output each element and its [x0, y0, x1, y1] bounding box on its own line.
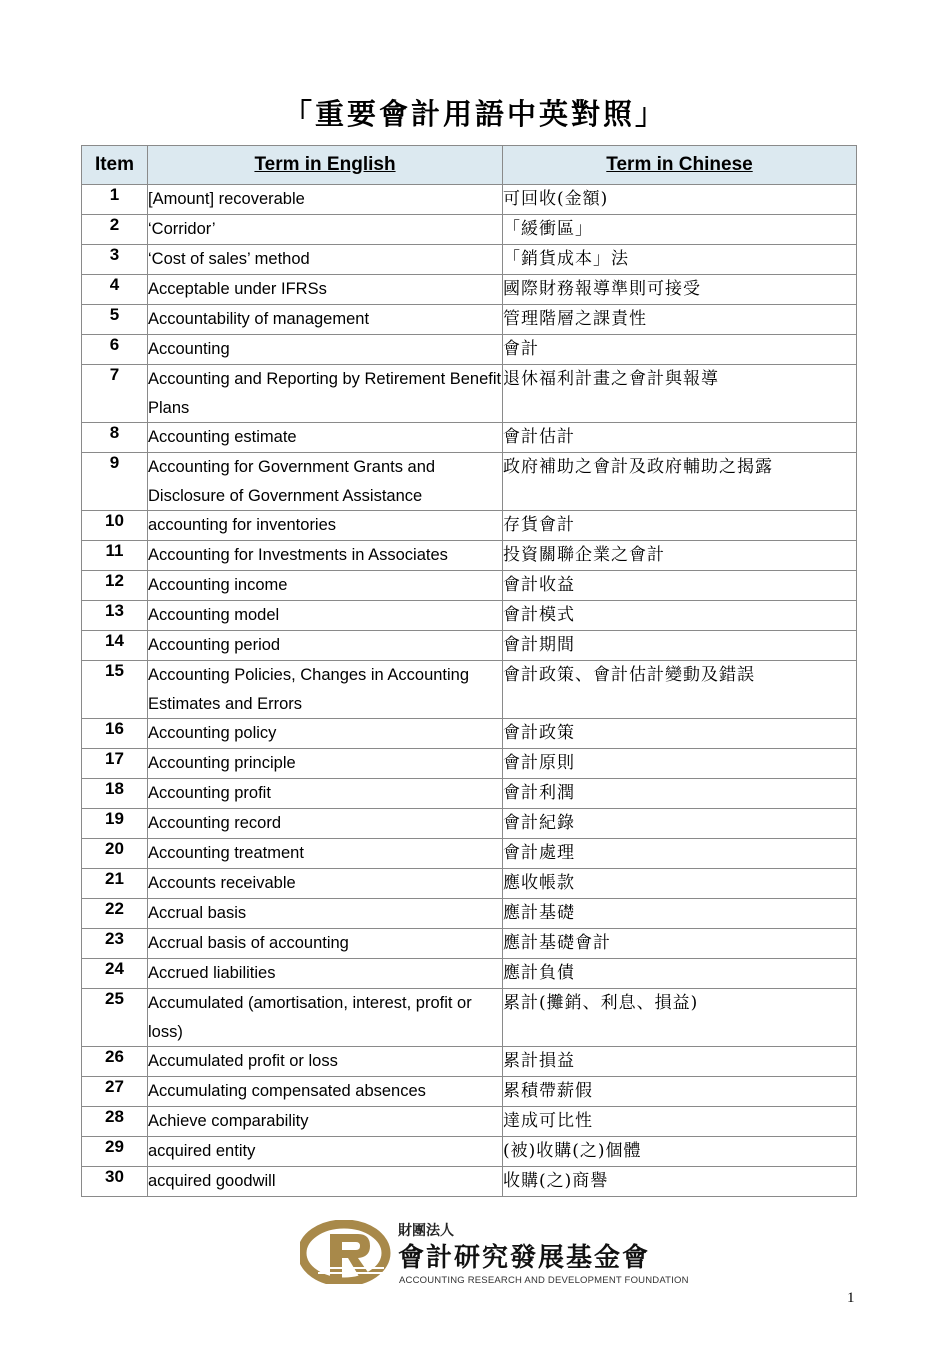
row-term-english: Accounting estimate — [148, 423, 503, 453]
table-row — [82, 453, 857, 511]
table-row — [82, 959, 857, 989]
row-item-number: 18 — [82, 779, 148, 809]
table-row — [82, 929, 857, 959]
row-term-english: Accounting policy — [148, 719, 503, 749]
row-item-number: 25 — [82, 989, 148, 1047]
row-item-number: 24 — [82, 959, 148, 989]
row-item-number: 29 — [82, 1137, 148, 1167]
row-term-chinese: 投資關聯企業之會計 — [503, 541, 857, 571]
row-item-number: 8 — [82, 423, 148, 453]
row-term-chinese: 「銷貨成本」法 — [503, 245, 857, 275]
row-term-english: Accrued liabilities — [148, 959, 503, 989]
row-item-number: 14 — [82, 631, 148, 661]
row-item-number: 2 — [82, 215, 148, 245]
row-term-english: Accountability of management — [148, 305, 503, 335]
row-term-english: Accumulating compensated absences — [148, 1077, 503, 1107]
page-number: 1 — [847, 1290, 855, 1306]
row-term-english: Accounting for Investments in Associates — [148, 541, 503, 571]
row-term-english: Accrual basis — [148, 899, 503, 929]
page-title: 「重要會計用語中英對照」 — [282, 97, 667, 131]
row-term-english: acquired entity — [148, 1137, 503, 1167]
row-term-english: Accounting principle — [148, 749, 503, 779]
row-item-number: 12 — [82, 571, 148, 601]
table-row — [82, 275, 857, 305]
header-term-english — [148, 146, 503, 185]
row-item-number: 23 — [82, 929, 148, 959]
foundation-logo — [300, 1220, 689, 1286]
row-term-english: Accounting and Reporting by Retirement Benefit Plans — [148, 365, 503, 423]
table-row — [82, 245, 857, 275]
row-term-chinese: 會計利潤 — [503, 779, 857, 809]
row-item-number: 10 — [82, 511, 148, 541]
row-term-english: Accounting for Government Grants and Disclosure of Government Assistance — [148, 453, 503, 511]
row-term-chinese: 應收帳款 — [503, 869, 857, 899]
row-item-number: 13 — [82, 601, 148, 631]
row-term-chinese: 累計(攤銷、利息、損益) — [503, 989, 857, 1047]
table-row — [82, 423, 857, 453]
row-item-number: 28 — [82, 1107, 148, 1137]
row-item-number: 22 — [82, 899, 148, 929]
table-header-row — [82, 146, 857, 185]
table-row — [82, 1107, 857, 1137]
table-row — [82, 511, 857, 541]
row-term-chinese: 會計期間 — [503, 631, 857, 661]
row-term-english: Accumulated profit or loss — [148, 1047, 503, 1077]
row-term-english: Accumulated (amortisation, interest, profit or loss) — [148, 989, 503, 1047]
row-item-number: 6 — [82, 335, 148, 365]
table-row — [82, 1047, 857, 1077]
table-row — [82, 779, 857, 809]
row-term-english: Accounting model — [148, 601, 503, 631]
table-row — [82, 365, 857, 423]
table-row — [82, 601, 857, 631]
row-term-english: Accounting Policies, Changes in Accounting Estimates and Errors — [148, 661, 503, 719]
row-term-chinese: 收購(之)商譽 — [503, 1167, 857, 1197]
row-item-number: 21 — [82, 869, 148, 899]
row-term-chinese: 會計原則 — [503, 749, 857, 779]
row-item-number: 19 — [82, 809, 148, 839]
table-row — [82, 1077, 857, 1107]
row-term-chinese: 管理階層之課責性 — [503, 305, 857, 335]
row-item-number: 20 — [82, 839, 148, 869]
logo-label-chinese: 會計研究發展基金會 — [398, 1243, 651, 1273]
table-row — [82, 185, 857, 215]
row-term-english: Accounting income — [148, 571, 503, 601]
glossary-table — [81, 145, 857, 1197]
row-term-english: ‘Corridor’ — [148, 215, 503, 245]
row-term-chinese: 會計政策 — [503, 719, 857, 749]
row-term-chinese: 退休福利計畫之會計與報導 — [503, 365, 857, 423]
row-term-english: Accounting treatment — [148, 839, 503, 869]
table-row — [82, 661, 857, 719]
row-item-number: 3 — [82, 245, 148, 275]
row-item-number: 17 — [82, 749, 148, 779]
table-row — [82, 631, 857, 661]
row-term-english: acquired goodwill — [148, 1167, 503, 1197]
row-item-number: 27 — [82, 1077, 148, 1107]
row-term-chinese: 達成可比性 — [503, 1107, 857, 1137]
row-term-chinese: 累計損益 — [503, 1047, 857, 1077]
row-term-chinese: 應計基礎 — [503, 899, 857, 929]
row-term-english: Accounting profit — [148, 779, 503, 809]
table-row — [82, 541, 857, 571]
row-item-number: 5 — [82, 305, 148, 335]
row-term-english: Accounting period — [148, 631, 503, 661]
row-item-number: 30 — [82, 1167, 148, 1197]
row-term-chinese: 「緩衝區」 — [503, 215, 857, 245]
row-term-english: Accrual basis of accounting — [148, 929, 503, 959]
row-item-number: 16 — [82, 719, 148, 749]
table-row — [82, 899, 857, 929]
row-term-english: Achieve comparability — [148, 1107, 503, 1137]
row-item-number: 4 — [82, 275, 148, 305]
header-english-label: Term in English — [254, 154, 396, 175]
row-term-chinese: 可回收(金額) — [503, 185, 857, 215]
row-term-chinese: 累積帶薪假 — [503, 1077, 857, 1107]
table-row — [82, 571, 857, 601]
row-term-english: Accounts receivable — [148, 869, 503, 899]
table-row — [82, 869, 857, 899]
row-item-number: 26 — [82, 1047, 148, 1077]
table-row — [82, 749, 857, 779]
logo-label-english: ACCOUNTING RESEARCH AND DEVELOPMENT FOUNDATION — [399, 1275, 689, 1286]
row-term-chinese: 會計模式 — [503, 601, 857, 631]
table-row — [82, 1167, 857, 1197]
table-row — [82, 335, 857, 365]
row-term-chinese: 會計收益 — [503, 571, 857, 601]
table-row — [82, 305, 857, 335]
table-row — [82, 719, 857, 749]
table-row — [82, 989, 857, 1047]
row-term-chinese: 會計紀錄 — [503, 809, 857, 839]
header-item: Item — [82, 146, 148, 185]
row-term-chinese: 存貨會計 — [503, 511, 857, 541]
table-row — [82, 809, 857, 839]
row-term-chinese: 會計處理 — [503, 839, 857, 869]
row-item-number: 9 — [82, 453, 148, 511]
row-item-number: 11 — [82, 541, 148, 571]
row-term-english: ‘Cost of sales’ method — [148, 245, 503, 275]
row-term-chinese: 會計估計 — [503, 423, 857, 453]
row-term-chinese: (被)收購(之)個體 — [503, 1137, 857, 1167]
row-term-chinese: 會計政策、會計估計變動及錯誤 — [503, 661, 857, 719]
logo-label-small: 財團法人 — [398, 1223, 454, 1239]
row-term-chinese: 政府補助之會計及政府輔助之揭露 — [503, 453, 857, 511]
foundation-emblem-icon — [300, 1220, 392, 1284]
row-term-chinese: 應計基礎會計 — [503, 929, 857, 959]
row-term-english: [Amount] recoverable — [148, 185, 503, 215]
row-term-english: accounting for inventories — [148, 511, 503, 541]
row-term-chinese: 會計 — [503, 335, 857, 365]
row-item-number: 1 — [82, 185, 148, 215]
table-row — [82, 839, 857, 869]
header-chinese-label: Term in Chinese — [606, 154, 753, 175]
row-term-english: Accounting — [148, 335, 503, 365]
row-item-number: 15 — [82, 661, 148, 719]
row-term-english: Acceptable under IFRSs — [148, 275, 503, 305]
table-row — [82, 1137, 857, 1167]
row-term-english: Accounting record — [148, 809, 503, 839]
row-term-chinese: 國際財務報導準則可接受 — [503, 275, 857, 305]
row-item-number: 7 — [82, 365, 148, 423]
table-row — [82, 215, 857, 245]
row-term-chinese: 應計負債 — [503, 959, 857, 989]
header-term-chinese — [503, 146, 857, 185]
